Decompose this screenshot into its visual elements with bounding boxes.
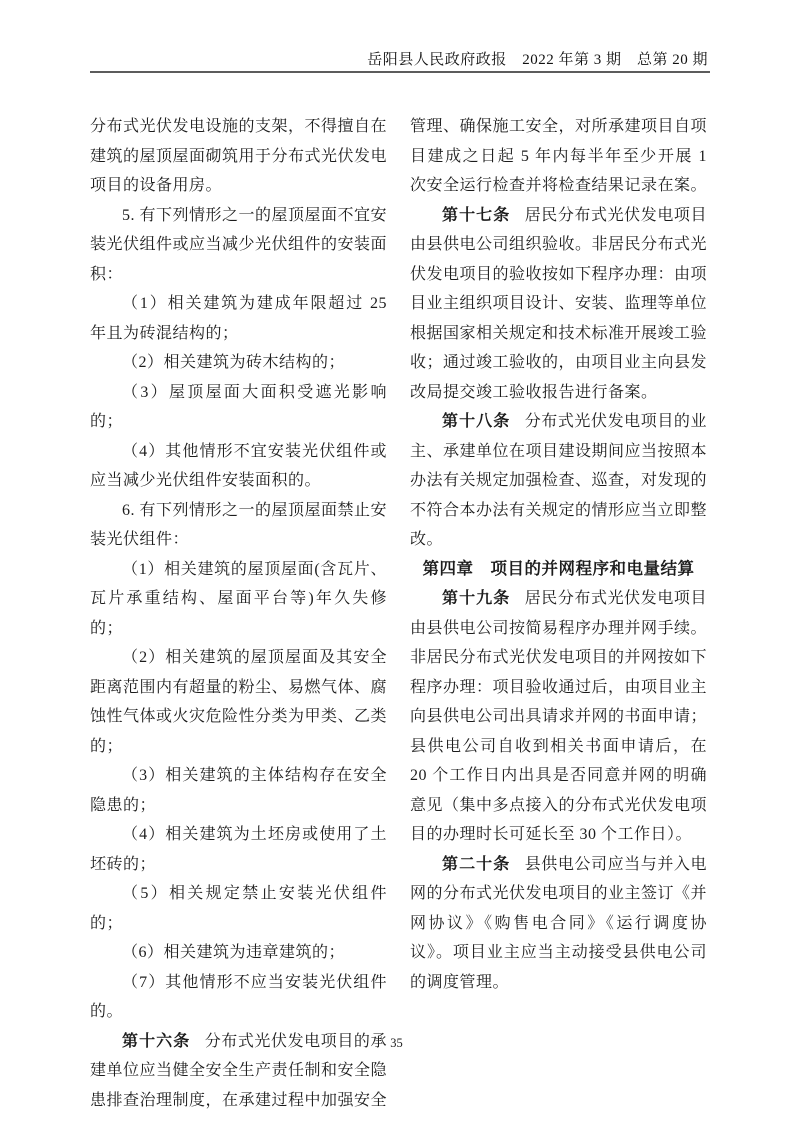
list-item-paragraph: （6）相关建筑为违章建筑的； — [122, 944, 346, 961]
two-column-body — [90, 112, 707, 1115]
article-number: 第十八条 — [442, 413, 511, 430]
article-number: 第二十条 — [442, 855, 511, 873]
list-item-paragraph: （1）相关建筑为建成年限超过 25 年且为砖混结构的； — [90, 295, 387, 342]
list-item-paragraph: （4）相关建筑为土坯房或使用了土坯砖的； — [90, 826, 387, 873]
list-item-paragraph: （5）相关规定禁止安装光伏组件的； — [90, 885, 387, 932]
paragraph: 6. 有下列情形之一的屋顶屋面禁止安装光伏组件： — [90, 501, 388, 548]
paragraph: 5. 有下列情形之一的屋顶屋面不宜安装光伏组件或应当减少光伏组件的安装面积： — [90, 206, 388, 283]
list-item-paragraph: （4）其他情形不宜安装光伏组件或应当减少光伏组件安装面积的。 — [90, 442, 387, 489]
article-text: 分布式光伏发电项目的业主、承建单位在项目建设期间应当按照本办法有关规定加强检查、巡查，对发现的不符合本办法有关规定的情形应当立即整改。 — [410, 413, 708, 548]
article-paragraph — [410, 201, 707, 408]
list-item-paragraph: （2）相关建筑为砖木结构的； — [122, 354, 346, 371]
list-item-paragraph: （1）相关建筑的屋顶屋面(含瓦片、瓦片承重结构、屋面平台等)年久失修的； — [90, 560, 387, 637]
right-column — [410, 112, 707, 1115]
article-text: 分布式光伏发电项目的承建单位应当健全安全生产责任制和安全隐患排查治理制度，在承建过程中加强安全 — [90, 1032, 388, 1109]
header-rule — [90, 71, 710, 73]
chapter-heading: 第四章 项目的并网程序和电量结算 — [422, 559, 695, 578]
paragraph: 分布式光伏发电设施的支架，不得擅自在建筑的屋顶屋面砌筑用于分布式光伏发电项目的设备用房。 — [90, 118, 388, 194]
article-text: 县供电公司应当与并入电网的分布式光伏发电项目的业主签订《并网协议》《购售电合同》《运行调度协议》。项目业主应当主动接受县供电公司的调度管理。 — [410, 855, 708, 991]
paragraph: 管理、确保施工安全，对所承建项目自项目建成之日起 5 年内每半年至少开展 1 次安全运行检查并将检查结果记录在案。 — [410, 118, 708, 194]
running-head-journal-line: 岳阳县人民政府政报 2022 年第 3 期 总第 20 期 — [367, 52, 708, 68]
list-item-paragraph: （7）其他情形不应当安装光伏组件的。 — [90, 973, 387, 1020]
article-paragraph — [410, 584, 707, 850]
article-paragraph — [410, 407, 707, 555]
article-text: 居民分布式光伏发电项目由县供电公司按简易程序办理并网手续。非居民分布式光伏发电项目的并网按如下程序办理：项目验收通过后，由项目业主向县供电公司出具请求并网的书面申请；县供电公司自收到相关书面申请后，在 20 个工作日内出具是否同意并网的明确意见（集中多点接入的分布式光伏发电项目的办理时长可延长至 30 个工作日）。 — [410, 590, 708, 843]
list-item-paragraph: （3）相关建筑的主体结构存在安全隐患的； — [90, 767, 387, 814]
article-number: 第十六条 — [122, 1032, 191, 1050]
article-text: 居民分布式光伏发电项目由县供电公司组织验收。非居民分布式光伏发电项目的验收按如下程序办理：由项目业主组织项目设计、安装、监理等单位根据国家相关规定和技术标准开展竣工验收；通过竣工验收的，由项目业主向县发改局提交竣工验收报告进行备案。 — [410, 206, 708, 401]
article-number: 第十九条 — [442, 590, 511, 607]
page-number: 35 — [390, 1036, 403, 1050]
article-paragraph — [410, 850, 707, 998]
left-column — [90, 112, 387, 1115]
list-item-paragraph: （3）屋顶屋面大面积受遮光影响的； — [90, 383, 387, 430]
list-item-paragraph: （2）相关建筑的屋顶屋面及其安全距离范围内有超量的粉尘、易燃气体、腐蚀性气体或火灾危险性分类为甲类、乙类的； — [90, 649, 388, 755]
article-number: 第十七条 — [442, 206, 511, 224]
